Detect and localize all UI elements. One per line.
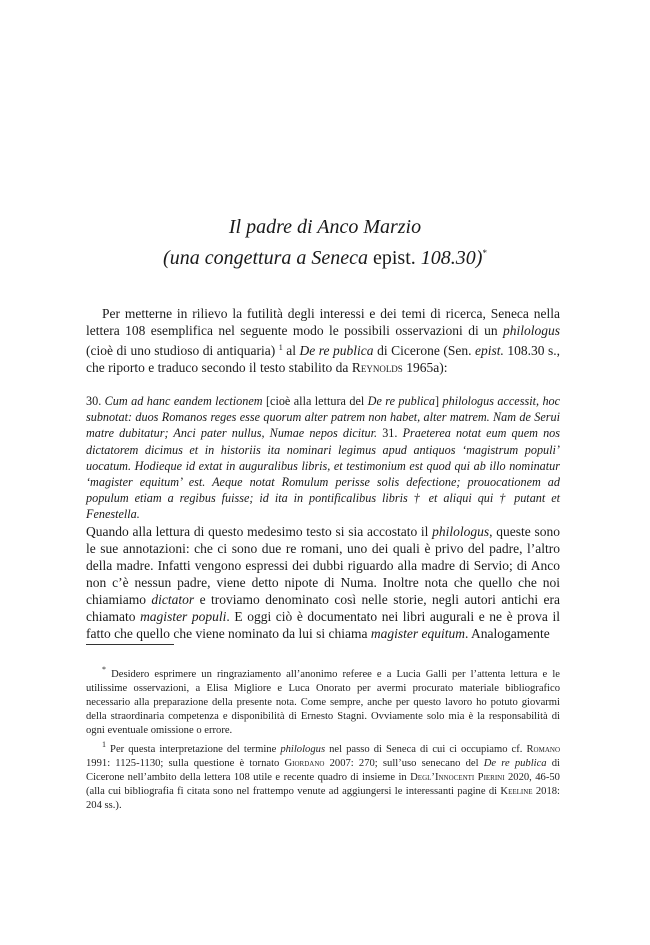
fn1-seg-m: 2018: 204 ss.). — [86, 786, 561, 811]
latin-quotation — [86, 393, 560, 523]
intro-paragraph — [86, 305, 560, 376]
tr-seg-9: . Analogamente — [465, 626, 550, 641]
tr-seg-1: Quando alla lettura di questo medesimo testo si sia accostato il — [86, 524, 433, 539]
quote-seg-8: Praeterea notat eum quem nos dictatorem dicimus et in historiis ita nominari legimus apud antiquos ‘magistrum populi’ uocatum. Hodieque id extat in auguralibus libris, et testimonium est quod qui ab illo nominatur ‘magister equitum’ est. Aeque notat Romulum perisse solis defectione; prouocationem ad populum etiam a regibus fuisse; id ita in pontificalibus libris † et aliqui qui † putant et Fenestella. — [86, 426, 561, 522]
intro-seg-3: (cioè di uno studioso di antiquaria) — [86, 343, 279, 358]
tr-seg-2: philologus — [432, 524, 490, 539]
tr-seg-3: , queste sono le sue annotazioni: che ci sono due re romani, uno dei quali è privo del padre, l’altro della madre. Infatti vengono espressi dei dubbi riguardo alla madre di Servio; di Anco non c’è nessun padre, viene detto nipote di Numa. Inoltre nota che quello che noi chiamiamo — [86, 524, 560, 607]
title-text-2b: epist. — [373, 247, 416, 269]
tr-seg-6: magister populi — [140, 609, 227, 624]
intro-seg-2: philologus — [502, 323, 560, 338]
fn1-seg-h: De re publica — [483, 758, 547, 769]
intro-seg-10: 1965a): — [402, 360, 448, 375]
footnote-1 — [86, 738, 560, 813]
quote-seg-2: Cum ad hanc eandem lectionem — [104, 394, 263, 408]
article-title-line-1 — [0, 214, 650, 240]
intro-seg-7: epist. — [474, 343, 504, 358]
intro-seg-6: di Cicerone (Sen. — [373, 343, 475, 358]
quote-seg-4: De re publica — [367, 394, 435, 408]
footnote-star — [86, 663, 560, 738]
quote-text — [86, 393, 560, 523]
quote-seg-5: ] — [435, 394, 443, 408]
fn1-seg-i: di Cicerone nell’ambito della lettera 108 utile e recente quadro di insieme in — [86, 758, 560, 783]
tr-seg-7: . E oggi ciò è documentato nei libri augurali e ne è prova il fatto che quello che viene nominato da lui si chiama — [86, 609, 560, 641]
quote-seg-1: 30. — [86, 394, 105, 408]
fn1-seg-f: Giordano — [284, 758, 325, 769]
footnote-ref-1: 1 — [278, 343, 283, 352]
title-text-2a: (una congettura a Seneca — [163, 247, 373, 269]
footnote-separator — [86, 644, 174, 645]
footnote-1-mark: 1 — [102, 740, 106, 749]
intro-seg-4: al — [282, 343, 300, 358]
fn1-seg-g: 2007: 270; sull’uso senecano del — [324, 758, 484, 769]
fn1-seg-l: Keeline — [500, 786, 533, 797]
title-text-2c: 108.30) — [415, 247, 483, 269]
translation-text — [86, 523, 560, 642]
quote-seg-6: philologus accessit, hoc subnotat: duos Romanos reges esse quorum alter patrem non habet, alter matrem. Nam de Serui matre dubitatur; Anci pater nullus, Numae nepos dicitur. — [86, 394, 561, 441]
fn1-seg-j: Degl’Innocenti Pierini — [410, 772, 505, 783]
fn1-seg-a: Per questa interpretazione del termine — [106, 744, 281, 755]
intro-seg-9: Reynolds — [351, 360, 403, 375]
intro-seg-1: Per metterne in rilievo la futilità degli interessi e dei temi di ricerca, Seneca nella lettera 108 esemplifica nel seguente modo le possibili osservazioni di un — [86, 306, 560, 338]
fn1-seg-b: philologus — [280, 744, 326, 755]
fn1-seg-k: 2020, 46-50 (alla cui bibliografia fi citata sono nel frattempo venute ad aggiungersi le interessanti pagine di — [86, 772, 560, 797]
footnotes — [86, 663, 560, 813]
fn1-seg-d: Romano — [526, 744, 560, 755]
tr-seg-4: dictator — [151, 592, 195, 607]
article-title-line-2 — [0, 240, 650, 271]
tr-seg-5: e troviamo denominato così nelle storie, negli autori antichi era chiamato — [86, 592, 561, 624]
fn1-seg-c: nel passo di Seneca di cui ci occupiamo cf. — [325, 744, 527, 755]
intro-seg-5: De re publica — [299, 343, 374, 358]
intro-seg-8: 108.30 s., che riporto e traduco secondo il testo stabilito da — [86, 343, 560, 375]
title-footnote-mark: * — [482, 248, 487, 258]
quote-seg-7: 31. — [377, 426, 403, 441]
footnote-star-text: Desidero esprimere un ringraziamento all’anonimo referee e a Lucia Galli per l’attenta lettura e le utilissime osservazioni, a Elisa Migliore e Luca Onorato per avermi procurato materiale bibliografico necessario alla preparazione della presente nota. Come sempre, anche per questo lavoro ho potuto giovarmi della straordinaria competenza e disponibilità di Ernesto Stagni. Ovviamente solo mia è la responsabilità di ogni eventuale omissione o errore. — [86, 669, 560, 736]
footnote-star-mark: * — [102, 665, 106, 674]
fn1-seg-e: 1991: 1125-1130; sulla questione è tornato — [86, 758, 285, 769]
tr-seg-8: magister equitum — [370, 626, 466, 641]
translation-paragraph — [86, 523, 560, 642]
quote-seg-3: [cioè alla lettura del — [262, 394, 368, 408]
intro-text — [86, 305, 560, 376]
title-text-1: Il padre di Anco Marzio — [228, 216, 422, 238]
